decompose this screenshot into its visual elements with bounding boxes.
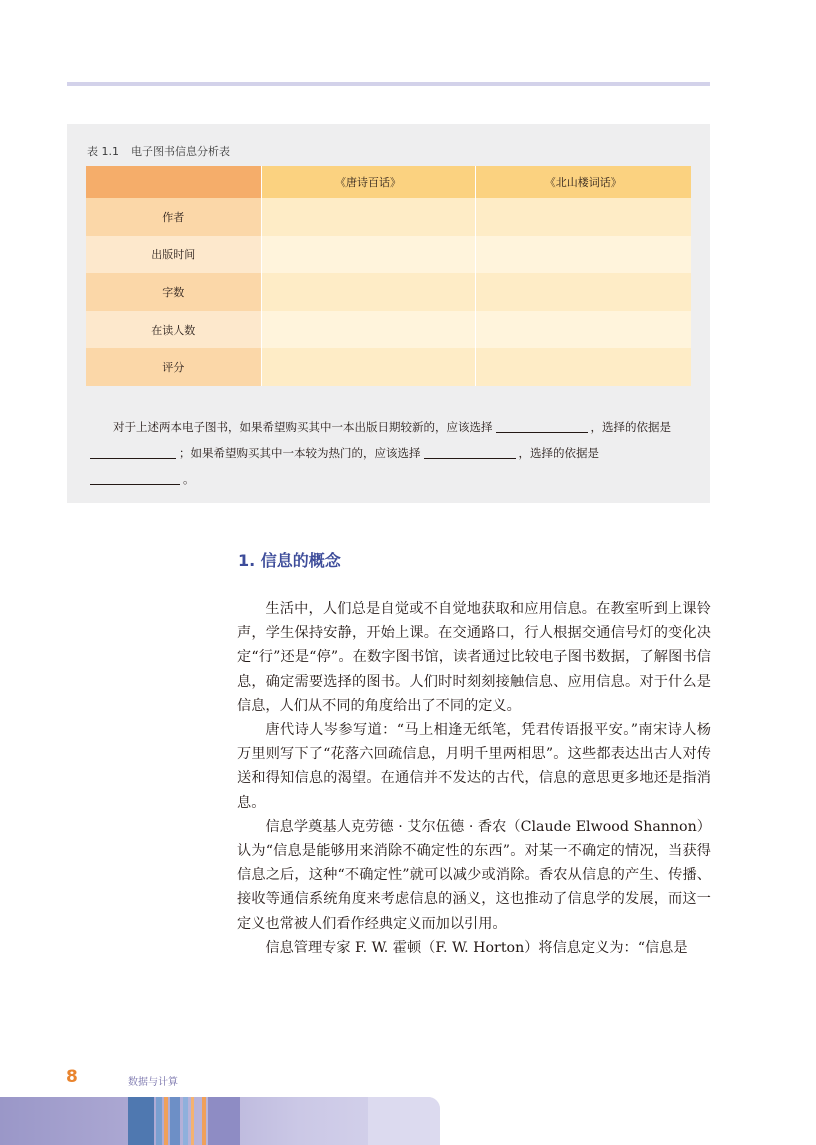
table-caption <box>87 143 230 159</box>
table-row-label: 评分 <box>86 348 261 386</box>
table-cell <box>261 311 475 349</box>
question-text-5: 。 <box>183 472 195 486</box>
body-paragraph: 信息学奠基人克劳德 · 艾尔伍德 · 香农（Claude Elwood Shannon）认为“信息是能够用来消除不确定性的东西”。对某一不确定的情况，当获得信息之后，这种“不确定性”就可以减少或消除。香农从信息的产生、传播、接收等通信系统角度来考虑信息的涵义，这也推动了信息学的发展，而这一定义也常被人们看作经典定义而加以引用。 <box>237 818 711 932</box>
table-row-label: 在读人数 <box>86 311 261 349</box>
table-cell <box>261 236 475 274</box>
footer-stripe <box>191 1097 194 1145</box>
book-title: 数据与计算 <box>128 1077 178 1088</box>
table-row <box>86 348 691 386</box>
section-title: 1. 信息的概念 <box>238 551 341 570</box>
footer-stripe <box>156 1097 162 1145</box>
page-number: 8 <box>66 1067 78 1087</box>
footer-decoration <box>0 1097 440 1145</box>
table-caption-title: 电子图书信息分析表 <box>131 145 230 158</box>
table-cell <box>475 273 691 311</box>
table-row <box>86 198 691 236</box>
table-cell <box>261 198 475 236</box>
question-text-2: ，选择的依据是 <box>590 420 671 434</box>
answer-blank[interactable] <box>424 444 516 459</box>
footer-stripe <box>170 1097 180 1145</box>
body-paragraph: 信息管理专家 F. W. 霍顿（F. W. Horton）将信息定义为：“信息是 <box>265 939 688 956</box>
question-text-1: 对于上述两本电子图书，如果希望购买其中一本出版日期较新的，应该选择 <box>113 420 493 434</box>
table-row <box>86 311 691 349</box>
answer-blank[interactable] <box>90 470 180 485</box>
table-row-label: 作者 <box>86 198 261 236</box>
table-row <box>86 236 691 274</box>
ebook-info-table <box>86 166 691 386</box>
footer-stripe <box>128 1097 154 1145</box>
question-text-4: ，选择的依据是 <box>518 446 599 460</box>
body-text <box>237 597 711 960</box>
table-caption-number: 表 1.1 <box>87 145 119 158</box>
footer-stripe <box>202 1097 206 1145</box>
footer-stripe <box>368 1097 440 1145</box>
table-cell <box>475 311 691 349</box>
table-row <box>86 273 691 311</box>
activity-question <box>87 414 691 492</box>
table-column-header: 《北山楼词话》 <box>475 166 691 198</box>
footer-stripe <box>183 1097 188 1145</box>
table-cell <box>261 273 475 311</box>
answer-blank[interactable] <box>496 418 588 433</box>
table-cell <box>475 198 691 236</box>
question-text-3: ；如果希望购买其中一本较为热门的，应该选择 <box>179 446 421 460</box>
body-paragraph: 唐代诗人岑参写道：“马上相逢无纸笔，凭君传语报平安。”南宋诗人杨万里则写下了“花落六回疏信息，月明千里两相思”。这些都表达出古人对传送和得知信息的渴望。在通信并不发达的古代，信息的意思更多地还是指消息。 <box>237 722 711 811</box>
table-row-label: 出版时间 <box>86 236 261 274</box>
table-row-label: 字数 <box>86 273 261 311</box>
table-corner-cell <box>86 166 261 198</box>
answer-blank[interactable] <box>90 444 176 459</box>
top-rule <box>67 82 710 86</box>
footer-stripe <box>164 1097 168 1145</box>
table-cell <box>475 236 691 274</box>
table-column-header: 《唐诗百话》 <box>261 166 475 198</box>
table-cell <box>261 348 475 386</box>
body-paragraph: 生活中，人们总是自觉或不自觉地获取和应用信息。在教室听到上课铃声，学生保持安静，开始上课。在交通路口，行人根据交通信号灯的变化决定“行”还是“停”。在数字图书馆，读者通过比较电子图书数据，了解图书信息，确定需要选择的图书。人们时时刻刻接触信息、应用信息。对于什么是信息，人们从不同的角度给出了不同的定义。 <box>237 601 711 714</box>
footer-stripe <box>208 1097 240 1145</box>
table-header-row <box>86 166 691 198</box>
table-cell <box>475 348 691 386</box>
